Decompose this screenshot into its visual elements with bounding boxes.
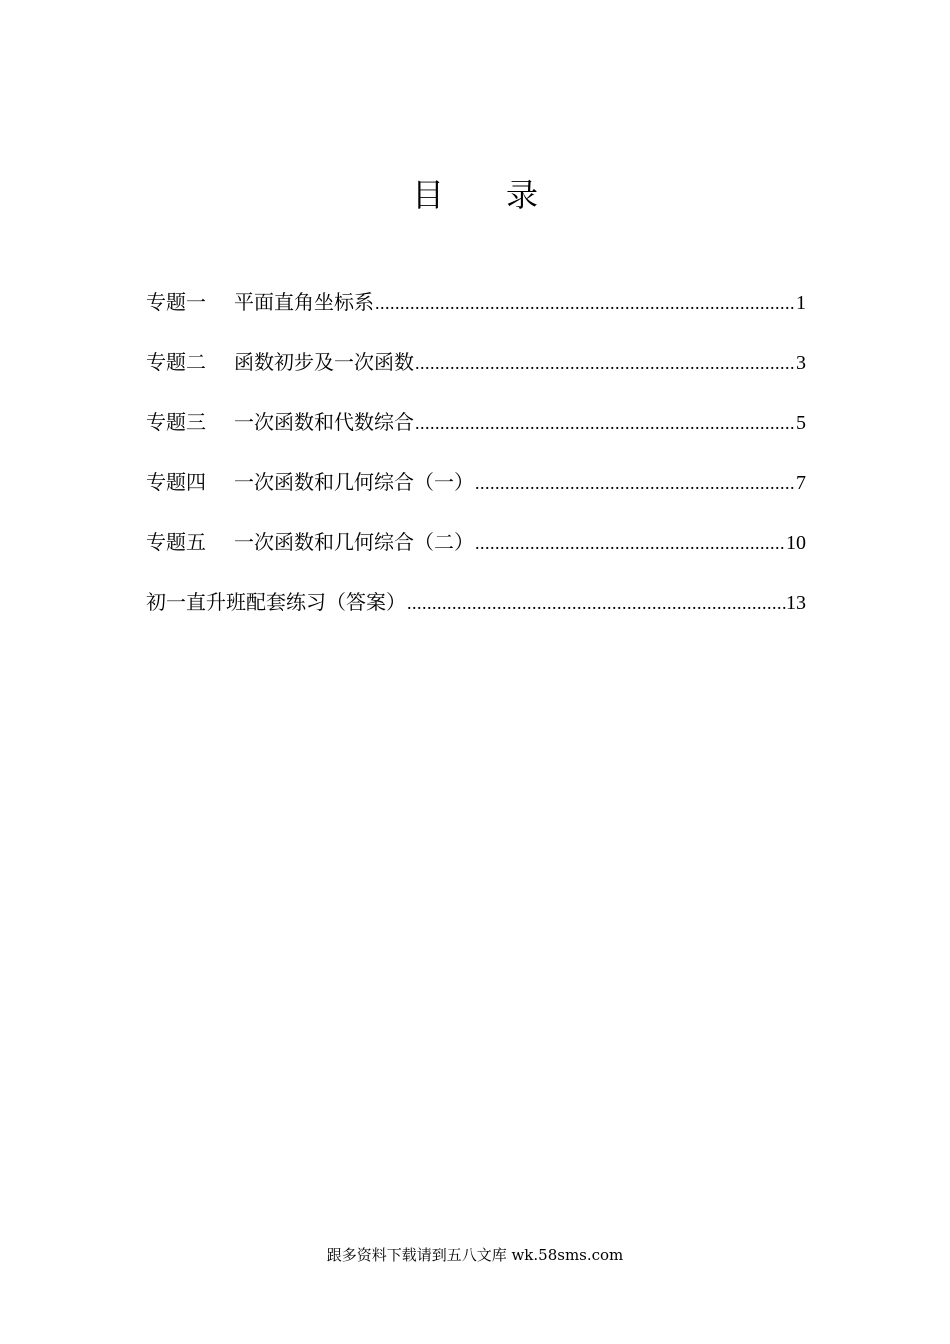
toc-dot-leader — [374, 281, 796, 325]
title-char-1: 目 — [411, 176, 444, 214]
toc-entry-4[interactable] — [146, 460, 806, 520]
toc-entry-title: 平面直角坐标系 — [234, 290, 374, 314]
toc-entry-page: 10 — [786, 532, 806, 554]
toc-dot-leader — [474, 521, 786, 565]
toc-dot-leader — [474, 461, 796, 505]
toc-entry-number: 专题五 — [146, 530, 206, 554]
page-title — [0, 170, 950, 220]
table-of-contents — [146, 280, 806, 640]
toc-dot-leader — [414, 341, 796, 385]
toc-entry-title: 一次函数和几何综合（二） — [234, 530, 474, 554]
toc-dot-leader — [406, 581, 786, 625]
toc-entry-1[interactable] — [146, 280, 806, 340]
toc-entry-number: 专题二 — [146, 350, 206, 374]
toc-entry-label — [146, 280, 374, 324]
toc-entry-title: 一次函数和代数综合 — [234, 410, 414, 434]
toc-entry-title: 初一直升班配套练习（答案） — [146, 590, 406, 614]
toc-entry-label — [146, 520, 474, 564]
page-footer: 跟多资料下载请到五八文库 wk.58sms.com — [326, 1246, 624, 1264]
toc-entry-number: 专题一 — [146, 290, 206, 314]
toc-entry-page: 3 — [796, 352, 806, 374]
toc-entry-page: 1 — [796, 292, 806, 314]
toc-entry-page: 5 — [796, 412, 806, 434]
toc-entry-label — [146, 400, 414, 444]
toc-entry-label — [146, 460, 474, 504]
toc-entry-label — [146, 340, 414, 384]
title-char-2: 录 — [506, 176, 539, 214]
toc-entry-number: 专题三 — [146, 410, 206, 434]
toc-entry-page: 13 — [786, 592, 806, 614]
toc-entry-number: 专题四 — [146, 470, 206, 494]
toc-entry-title: 函数初步及一次函数 — [234, 350, 414, 374]
toc-entry-2[interactable] — [146, 340, 806, 400]
toc-entry-label — [146, 580, 406, 624]
toc-entry-5[interactable] — [146, 520, 806, 580]
toc-dot-leader — [414, 401, 796, 445]
toc-entry-page: 7 — [796, 472, 806, 494]
toc-entry-3[interactable] — [146, 400, 806, 460]
toc-entry-6[interactable] — [146, 580, 806, 640]
toc-entry-title: 一次函数和几何综合（一） — [234, 470, 474, 494]
